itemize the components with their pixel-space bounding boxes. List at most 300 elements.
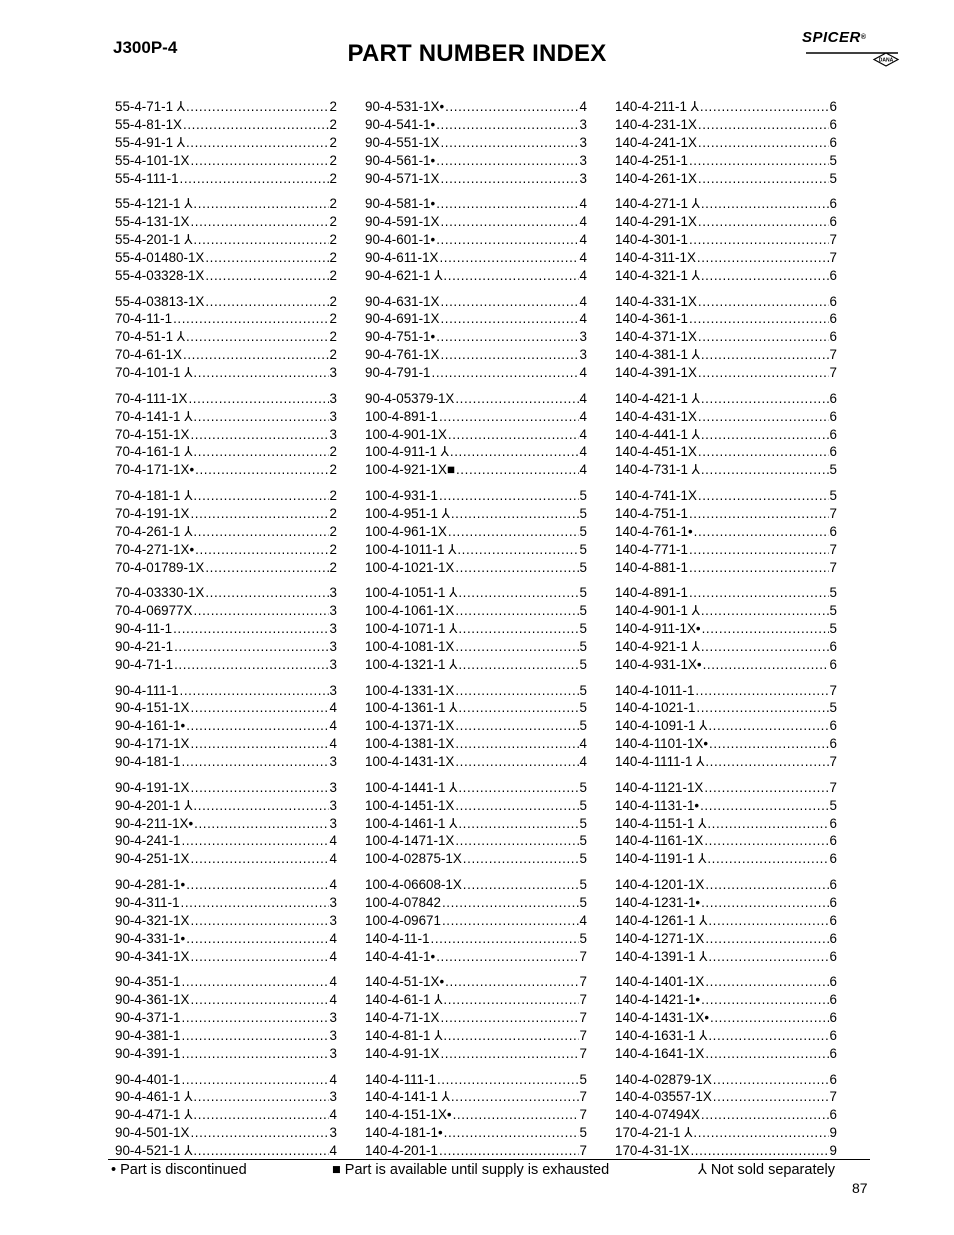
part-number: 55-4-91-1 ⅄: [115, 134, 185, 150]
page-reference: 2: [329, 116, 337, 132]
part-number: 140-4-741-1X: [615, 488, 697, 503]
dot-leader: [448, 426, 579, 444]
entry-group: [365, 584, 587, 673]
part-number: 170-4-21-1 ⅄: [615, 1125, 693, 1141]
part-number: 70-4-01789-1X: [115, 559, 205, 575]
page-reference: 7: [579, 1089, 587, 1105]
dot-leader: [190, 152, 328, 170]
index-entry: [615, 753, 837, 771]
part-number: 90-4-621-1 ⅄: [365, 267, 443, 283]
part-number: 140-4-111-1: [365, 1071, 436, 1087]
dot-leader: [700, 98, 829, 116]
part-number: 100-4-07842: [365, 894, 441, 910]
dot-leader: [698, 116, 829, 134]
page-reference: 7: [829, 365, 837, 381]
page-reference: 4: [329, 851, 337, 867]
index-entry: [365, 426, 587, 444]
index-entry: [365, 1106, 587, 1124]
index-entry: [365, 584, 587, 602]
page-reference: 3: [329, 1027, 337, 1043]
index-entry: [365, 1045, 587, 1063]
part-number: 90-4-571-1X: [365, 170, 440, 186]
dot-leader: [190, 735, 328, 753]
index-entry: [115, 328, 337, 346]
index-entry: [365, 390, 587, 408]
dot-leader: [193, 797, 328, 815]
dot-leader: [180, 682, 329, 700]
index-entry: [115, 638, 337, 656]
part-number: 100-4-1441-1 ⅄: [365, 779, 458, 795]
dot-leader: [696, 699, 828, 717]
part-number: 100-4-1361-1 ⅄: [365, 700, 458, 716]
index-entry: [115, 1106, 337, 1124]
part-number: 90-4-161-1•: [115, 718, 186, 734]
index-entry: [365, 850, 587, 868]
index-entry: [115, 213, 337, 231]
dot-leader: [701, 346, 829, 364]
part-number: 90-4-501-1X: [115, 1125, 190, 1141]
dot-leader: [437, 1071, 579, 1089]
part-number: 100-4-1011-1 ⅄: [365, 541, 457, 557]
dot-leader: [453, 1106, 579, 1124]
part-number: 55-4-03813-1X: [115, 293, 205, 309]
dot-leader: [444, 1124, 579, 1142]
index-entry: [615, 930, 837, 948]
index-entry: [365, 1088, 587, 1106]
part-number: 140-4-201-1: [365, 1143, 438, 1159]
page-reference: 5: [579, 1125, 587, 1141]
page-reference: 4: [579, 196, 587, 212]
part-number: 100-4-02875-1X: [365, 851, 462, 867]
index-entry: [115, 170, 337, 188]
dot-leader: [463, 876, 579, 894]
part-number: 140-4-1151-1 ⅄: [615, 815, 707, 831]
index-entry: [365, 656, 587, 674]
page-reference: 7: [829, 347, 837, 363]
part-number: 140-4-1391-1 ⅄: [615, 948, 708, 964]
page-reference: 3: [579, 116, 587, 132]
dot-leader: [713, 1088, 829, 1106]
entry-group: [365, 779, 587, 868]
part-number: 100-4-1071-1 ⅄: [365, 621, 458, 637]
page-reference: 6: [829, 134, 837, 150]
page-reference: 3: [329, 408, 337, 424]
dot-leader: [445, 973, 578, 991]
entry-group: [615, 973, 837, 1062]
page-reference: 5: [579, 851, 587, 867]
part-number: 90-4-21-1: [115, 638, 174, 654]
part-number: 140-4-431-1X: [615, 408, 697, 424]
part-number: 140-4-371-1X: [615, 329, 697, 345]
part-number: 140-4-901-1 ⅄: [615, 603, 700, 619]
part-number: 140-4-751-1: [615, 505, 688, 521]
part-number: 70-4-161-1 ⅄: [115, 444, 193, 460]
page-reference: 2: [329, 170, 337, 186]
part-number: 55-4-121-1 ⅄: [115, 196, 193, 212]
index-entry: [115, 559, 337, 577]
dot-leader: [713, 1071, 829, 1089]
page-reference: 3: [329, 1010, 337, 1026]
index-entry: [115, 267, 337, 285]
index-entry: [365, 408, 587, 426]
page-reference: 2: [329, 293, 337, 309]
index-entry: [365, 249, 587, 267]
page-reference: 5: [579, 585, 587, 601]
entry-group: [615, 682, 837, 771]
part-number: 140-4-151-1X•: [365, 1107, 452, 1123]
part-number: 140-4-1161-1X: [615, 833, 704, 849]
page-reference: 4: [579, 214, 587, 230]
index-entry: [365, 973, 587, 991]
entry-group: [115, 973, 337, 1062]
index-entry: [615, 735, 837, 753]
part-number: 140-4-1191-1 ⅄: [615, 851, 707, 867]
dot-leader: [182, 973, 329, 991]
page-reference: 3: [329, 638, 337, 654]
dot-leader: [195, 541, 328, 559]
part-number: 140-4-441-1 ⅄: [615, 426, 700, 442]
part-number: 140-4-1021-1: [615, 700, 696, 716]
page-reference: 4: [579, 232, 587, 248]
index-entry: [365, 1124, 587, 1142]
index-entry: [615, 1124, 837, 1142]
page-reference: 2: [329, 329, 337, 345]
page-reference: 3: [329, 390, 337, 406]
index-entry: [365, 991, 587, 1009]
dot-leader: [443, 1027, 578, 1045]
dot-leader: [190, 948, 328, 966]
page-reference: 5: [579, 488, 587, 503]
index-entry: [115, 408, 337, 426]
part-number: 140-4-1201-1X: [615, 877, 705, 892]
index-entry: [615, 328, 837, 346]
entry-group: [115, 682, 337, 771]
index-column-2: [365, 98, 587, 1168]
dot-leader: [701, 426, 829, 444]
dot-leader: [451, 505, 579, 523]
entry-group: [615, 98, 837, 187]
dot-leader: [182, 1045, 329, 1063]
part-number: 140-4-1631-1 ⅄: [615, 1027, 708, 1043]
part-number: 140-4-451-1X: [615, 444, 697, 460]
dot-leader: [698, 170, 829, 188]
page-reference: 5: [579, 779, 587, 795]
part-number: 70-4-111-1X: [115, 390, 188, 406]
page-reference: 4: [579, 249, 587, 265]
entry-group: [115, 98, 337, 187]
page-reference: 3: [329, 1125, 337, 1141]
page-reference: 5: [829, 700, 837, 716]
entry-group: [365, 876, 587, 965]
part-number: 140-4-11-1: [365, 930, 430, 946]
index-entry: [365, 505, 587, 523]
dot-leader: [698, 293, 829, 311]
dot-leader: [455, 559, 578, 577]
dot-leader: [190, 1124, 328, 1142]
page-reference: 5: [579, 559, 587, 575]
page-reference: 5: [829, 603, 837, 619]
dot-leader: [701, 461, 829, 479]
dot-leader: [439, 487, 579, 505]
part-number: 140-4-51-1X•: [365, 974, 445, 990]
dot-leader: [442, 894, 579, 912]
part-number: 90-4-71-1: [115, 656, 174, 672]
index-entry: [115, 152, 337, 170]
dot-leader: [450, 443, 579, 461]
index-entry: [615, 894, 837, 912]
index-entry: [115, 346, 337, 364]
part-number: 140-4-141-1 ⅄: [365, 1089, 450, 1105]
page-reference: 6: [829, 851, 837, 867]
dot-leader: [455, 832, 578, 850]
page-reference: 3: [329, 426, 337, 442]
part-number: 90-4-181-1: [115, 754, 181, 770]
part-number: 140-4-761-1•: [615, 523, 693, 539]
page-reference: 4: [329, 992, 337, 1008]
page-reference: 4: [329, 736, 337, 752]
part-number: 140-4-1111-1 ⅄: [615, 754, 705, 770]
dot-leader: [693, 1124, 828, 1142]
index-entry: [365, 152, 587, 170]
dot-leader: [193, 231, 328, 249]
page-reference: 3: [329, 365, 337, 381]
part-number: 100-4-1451-1X: [365, 797, 455, 813]
part-number: 90-4-531-1X•: [365, 99, 445, 114]
index-entry: [615, 584, 837, 602]
page-reference: 6: [829, 638, 837, 654]
entry-group: [365, 973, 587, 1062]
index-entry: [365, 523, 587, 541]
dot-leader: [440, 293, 578, 311]
index-entry: [115, 195, 337, 213]
page-reference: 4: [579, 462, 587, 478]
dot-leader: [448, 523, 579, 541]
page-reference: 6: [829, 444, 837, 460]
part-number: 140-4-231-1X: [615, 116, 697, 132]
page-reference: 7: [579, 1143, 587, 1159]
dot-leader: [701, 638, 829, 656]
index-entry: [365, 682, 587, 700]
dot-leader: [703, 656, 829, 674]
part-number: 100-4-1381-1X: [365, 736, 455, 752]
dot-leader: [205, 293, 328, 311]
part-number: 55-4-101-1X: [115, 152, 190, 168]
index-entry: [615, 1071, 837, 1089]
page-reference: 5: [829, 797, 837, 813]
index-entry: [615, 408, 837, 426]
page-reference: 2: [329, 196, 337, 212]
entry-group: [615, 1071, 837, 1160]
index-entry: [615, 116, 837, 134]
part-number: 140-4-181-1•: [365, 1125, 443, 1141]
dot-leader: [190, 991, 328, 1009]
part-number: 90-4-151-1X: [115, 700, 190, 716]
part-number: 90-4-751-1•: [365, 329, 436, 345]
index-entry: [615, 310, 837, 328]
dot-leader: [455, 602, 578, 620]
dot-leader: [456, 461, 579, 479]
page-reference: 6: [829, 426, 837, 442]
index-entry: [115, 541, 337, 559]
dot-leader: [458, 620, 578, 638]
dot-leader: [701, 602, 829, 620]
dot-leader: [458, 699, 578, 717]
index-entry: [615, 364, 837, 382]
part-number: 90-4-11-1: [115, 621, 173, 637]
index-entry: [115, 1009, 337, 1027]
dot-leader: [188, 390, 328, 408]
dot-leader: [458, 815, 578, 833]
page-reference: 4: [579, 311, 587, 327]
index-entry: [115, 364, 337, 382]
page-reference: 2: [329, 232, 337, 248]
legend-not-sold-separately: ⅄ Not sold separately: [698, 1162, 836, 1178]
page-reference: 3: [329, 603, 337, 619]
dot-leader: [463, 850, 579, 868]
index-entry: [115, 948, 337, 966]
page-reference: 6: [829, 974, 837, 990]
index-entry: [115, 602, 337, 620]
index-entry: [365, 1142, 587, 1160]
page-reference: 7: [829, 505, 837, 521]
part-number: 140-4-261-1X: [615, 170, 697, 186]
part-number: 140-4-321-1 ⅄: [615, 267, 700, 283]
dot-leader: [702, 620, 829, 638]
page-reference: 5: [579, 815, 587, 831]
part-number: 70-4-61-1X: [115, 347, 182, 363]
index-entry: [115, 876, 337, 894]
dot-leader: [704, 779, 828, 797]
part-number: 70-4-191-1X: [115, 505, 190, 521]
dot-leader: [443, 267, 578, 285]
page-reference: 6: [829, 992, 837, 1008]
dot-leader: [455, 638, 578, 656]
page-reference: 5: [829, 488, 837, 503]
dot-leader: [193, 523, 328, 541]
index-entry: [115, 656, 337, 674]
page-reference: 2: [329, 152, 337, 168]
dot-leader: [182, 753, 329, 771]
part-number: 90-4-581-1•: [365, 196, 436, 212]
page-reference: 4: [579, 408, 587, 424]
dot-leader: [180, 170, 329, 188]
index-entry: [615, 231, 837, 249]
index-entry: [365, 487, 587, 505]
part-number: 90-4-401-1: [115, 1071, 181, 1087]
page-reference: 4: [579, 426, 587, 442]
index-entry: [365, 170, 587, 188]
page-reference: 5: [829, 585, 837, 601]
part-number: 90-4-321-1X: [115, 912, 190, 928]
page-reference: 4: [329, 1107, 337, 1123]
part-number: 70-4-261-1 ⅄: [115, 523, 193, 539]
part-number: 90-4-171-1X: [115, 736, 190, 752]
page-reference: 6: [829, 1107, 837, 1123]
dot-leader: [193, 1106, 328, 1124]
part-number: 100-4-1461-1 ⅄: [365, 815, 458, 831]
dot-leader: [705, 973, 828, 991]
page-reference: 2: [329, 523, 337, 539]
part-number: 140-4-1231-1•: [615, 894, 701, 910]
index-entry: [615, 620, 837, 638]
page-reference: 7: [829, 232, 837, 248]
dot-leader: [205, 249, 328, 267]
dot-leader: [710, 1009, 829, 1027]
dot-leader: [186, 134, 329, 152]
part-number: 100-4-1431-1X: [365, 754, 455, 770]
dot-leader: [205, 559, 328, 577]
page-reference: 7: [829, 541, 837, 557]
index-entry: [115, 779, 337, 797]
part-number: 55-4-131-1X: [115, 214, 190, 230]
dot-leader: [442, 912, 579, 930]
dot-leader: [183, 346, 329, 364]
part-number: 90-4-381-1: [115, 1027, 181, 1043]
dot-leader: [700, 797, 828, 815]
page-reference: 4: [329, 948, 337, 964]
dot-leader: [436, 328, 578, 346]
index-entry: [615, 991, 837, 1009]
index-entry: [365, 195, 587, 213]
entry-group: [115, 195, 337, 284]
index-entry: [615, 973, 837, 991]
page-reference: 7: [829, 559, 837, 575]
page-reference: 7: [579, 974, 587, 990]
index-entry: [365, 310, 587, 328]
index-entry: [365, 116, 587, 134]
page-reference: 5: [829, 170, 837, 186]
part-number: 140-4-1431-1X•: [615, 1010, 710, 1026]
index-entry: [365, 832, 587, 850]
dot-leader: [439, 1142, 579, 1160]
part-number: 140-4-1421-1•: [615, 992, 701, 1008]
dot-leader: [689, 152, 829, 170]
index-entry: [115, 717, 337, 735]
dot-leader: [455, 682, 578, 700]
page-reference: 6: [829, 930, 837, 946]
page-reference: 4: [329, 833, 337, 849]
index-entry: [365, 1071, 587, 1089]
page-reference: 4: [329, 1071, 337, 1087]
entry-group: [615, 390, 837, 479]
part-number: 90-4-521-1 ⅄: [115, 1143, 193, 1159]
page-reference: 2: [329, 249, 337, 265]
dot-leader: [701, 1106, 829, 1124]
page-reference: 6: [829, 329, 837, 345]
page-reference: 6: [829, 718, 837, 734]
index-entry: [615, 390, 837, 408]
part-number: 140-4-731-1 ⅄: [615, 462, 700, 478]
part-number: 90-4-611-1X: [365, 249, 439, 265]
dot-leader: [432, 364, 579, 382]
part-number: 140-4-1011-1: [615, 682, 695, 698]
index-entry: [615, 682, 837, 700]
index-entry: [365, 364, 587, 382]
part-number: 140-4-1121-1X: [615, 779, 704, 795]
part-number: 140-4-71-1X: [365, 1010, 440, 1026]
page-reference: 4: [329, 718, 337, 734]
dot-leader: [436, 116, 578, 134]
page-reference: 2: [329, 311, 337, 327]
part-number: 55-4-03328-1X: [115, 267, 205, 283]
page-reference: 6: [829, 267, 837, 283]
part-number: 90-4-631-1X: [365, 293, 440, 309]
dot-leader: [708, 948, 828, 966]
index-entry: [365, 213, 587, 231]
part-number: 70-4-06977X: [115, 603, 193, 619]
index-entry: [365, 267, 587, 285]
part-number: 140-4-921-1 ⅄: [615, 638, 700, 654]
